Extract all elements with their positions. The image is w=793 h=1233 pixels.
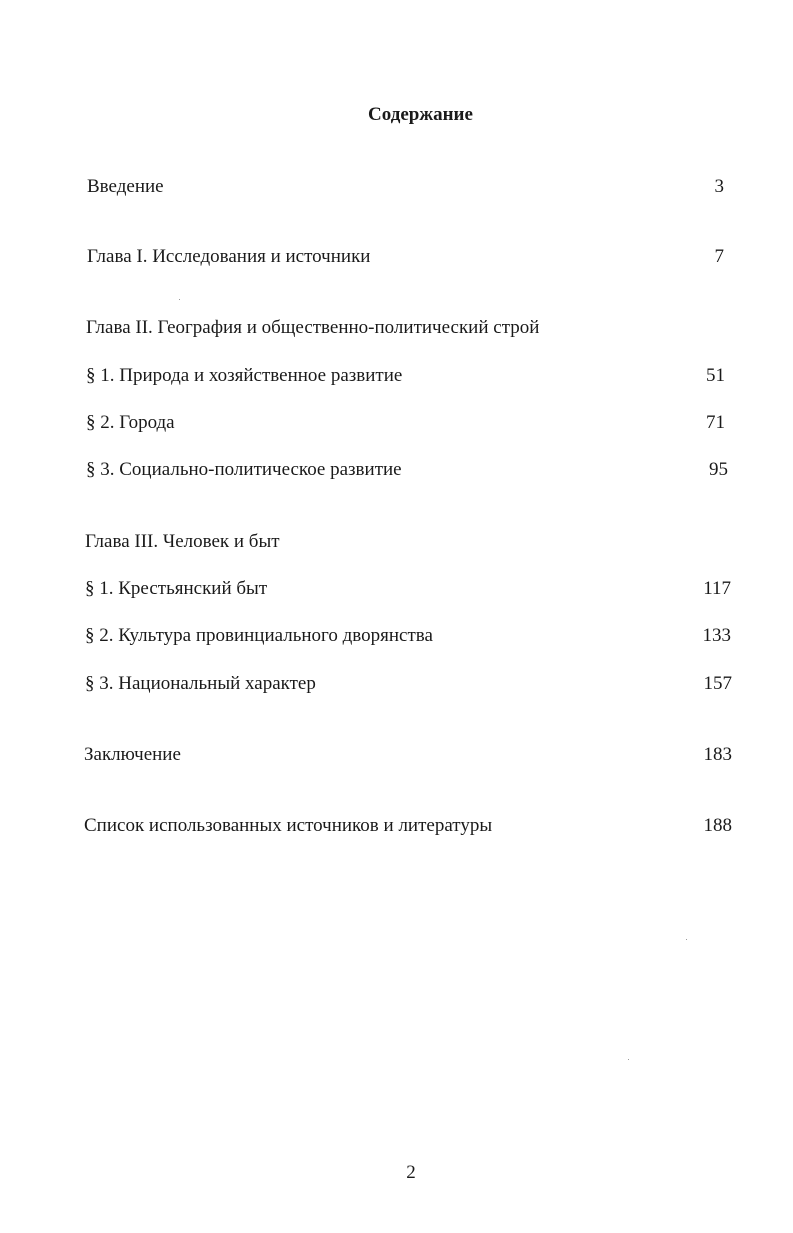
page-title: Содержание <box>368 104 473 125</box>
toc-entry-label: § 2. Культура провинциального дворянства <box>85 625 433 646</box>
toc-entry-label: § 3. Национальный характер <box>85 673 316 694</box>
toc-entry-label: § 1. Природа и хозяйственное развитие <box>86 365 403 386</box>
toc-entry-page: 51 <box>706 365 725 386</box>
toc-entry-label: § 1. Крестьянский быт <box>85 578 268 599</box>
toc-entry-page: 133 <box>702 625 731 646</box>
toc-entry-page: 157 <box>703 673 732 694</box>
toc-entry-label: Заключение <box>84 744 181 765</box>
toc-entry-label: Глава III. Человек и быт <box>85 531 280 552</box>
toc-entry-label: Список использованных источников и литературы <box>84 815 493 836</box>
toc-entry-page: 7 <box>714 246 724 267</box>
scan-speck <box>686 939 687 940</box>
page-number: 2 <box>406 1162 416 1183</box>
toc-entry-page: 183 <box>703 744 732 765</box>
toc-entry-page: 188 <box>703 815 732 836</box>
toc-entry-page: 117 <box>703 578 731 599</box>
toc-entry-label: Глава II. География и общественно-политический строй <box>86 317 540 338</box>
toc-entry-label: § 2. Города <box>86 412 175 433</box>
toc-entry-label: § 3. Социально-политическое развитие <box>86 459 402 480</box>
toc-entry-page: 3 <box>714 176 724 197</box>
toc-entry-page: 71 <box>706 412 725 433</box>
scan-speck <box>179 299 180 300</box>
toc-entry-page: 95 <box>709 459 728 480</box>
toc-entry-label: Введение <box>87 176 164 197</box>
scan-speck <box>628 1059 629 1060</box>
toc-entry-label: Глава I. Исследования и источники <box>87 246 371 267</box>
